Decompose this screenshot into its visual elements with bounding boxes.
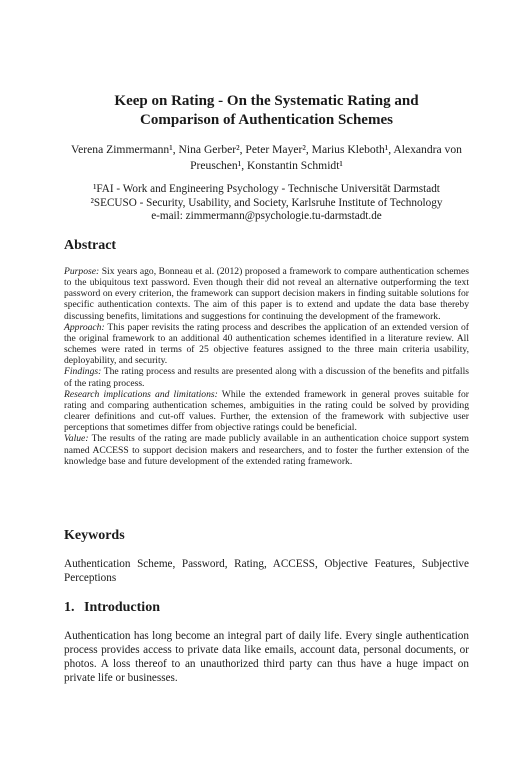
paper-title [64,92,469,130]
value-text: The results of the rating are made publicly available in an authentication choice support system named ACCESS to support decision makers and researchers, and to foster the further extension of the knowledge base and future development of the extended rating framework. [64,433,469,467]
abstract-body [64,266,469,467]
affiliation-2: ²SECUSO - Security, Usability, and Society, Karlsruhe Institute of Technology [90,196,443,209]
research-label: Research implications and limitations: [64,388,218,400]
abstract-approach [64,322,469,367]
section-title: Introduction [84,600,160,615]
title-line-1: Keep on Rating - On the Systematic Rating and [114,93,419,109]
value-label: Value: [64,433,89,445]
abstract-value [64,433,469,466]
purpose-label: Purpose: [64,266,100,277]
contact-email: e-mail: zimmermann@psychologie.tu-darmstadt.de [151,210,382,222]
approach-label: Approach: [64,321,105,333]
introduction-heading [64,600,160,616]
abstract-findings [64,366,469,388]
introduction-paragraph: Authentication has long become an integral part of daily life. Every single authentication process provides access to private data like emails, account data, personal documents, or photos. A loss thereof to an unauthorized third party can thus have a huge impact on private life or businesses. [64,630,469,684]
research-text: While the extended framework in general proves suitable for rating and comparing authentication schemes, ambiguities in the rating could be solved by providing clearer definitions and cut-off values. Further, the extension of the framework with subjective user perceptions that sometimes differ from objective ratings could be beneficial. [64,388,469,434]
approach-text: This paper revisits the rating process and describes the application of an extended version of the original framework to an additional 40 authentication schemes identified in a literature review. All schemes were rated in terms of 25 objective features assigned to the three main criteria usability, deployability, and security. [64,321,469,367]
affiliations [64,183,469,224]
findings-text: The rating process and results are presented along with a discussion of the benefits and pitfalls of the rating process. [64,366,469,389]
abstract-purpose [64,266,469,322]
findings-label: Findings: [64,366,102,378]
purpose-text: Six years ago, Bonneau et al. (2012) proposed a framework to compare authentication schemes to the ubiquitous text password. Even though their did not reveal an alternative outperforming the text password on every criterion, the framework can support decision makers in finding suitable solutions for specific authentication contexts. The aim of this paper is to extend and update the data base thereby discussing benefits, limitations and suggestions for continuing the development of the framework. [64,266,469,322]
affiliation-1: ¹FAI - Work and Engineering Psychology - Technische Universität Darmstadt [93,183,440,195]
keywords-text: Authentication Scheme, Password, Rating, ACCESS, Objective Features, Subjective Perceptions [64,558,469,584]
author-list [64,142,469,174]
abstract-research [64,389,469,434]
abstract-heading: Abstract [64,238,117,253]
section-number: 1. [64,600,75,615]
keywords-heading: Keywords [64,528,125,543]
authors-line-1: Verena Zimmermann¹, Nina Gerber², Peter Mayer², Marius Kleboth¹, Alexandra von [71,143,462,156]
authors-line-2: Preuschen¹, Konstantin Schmidt¹ [190,159,343,172]
title-line-2: Comparison of Authentication Schemes [140,112,393,128]
